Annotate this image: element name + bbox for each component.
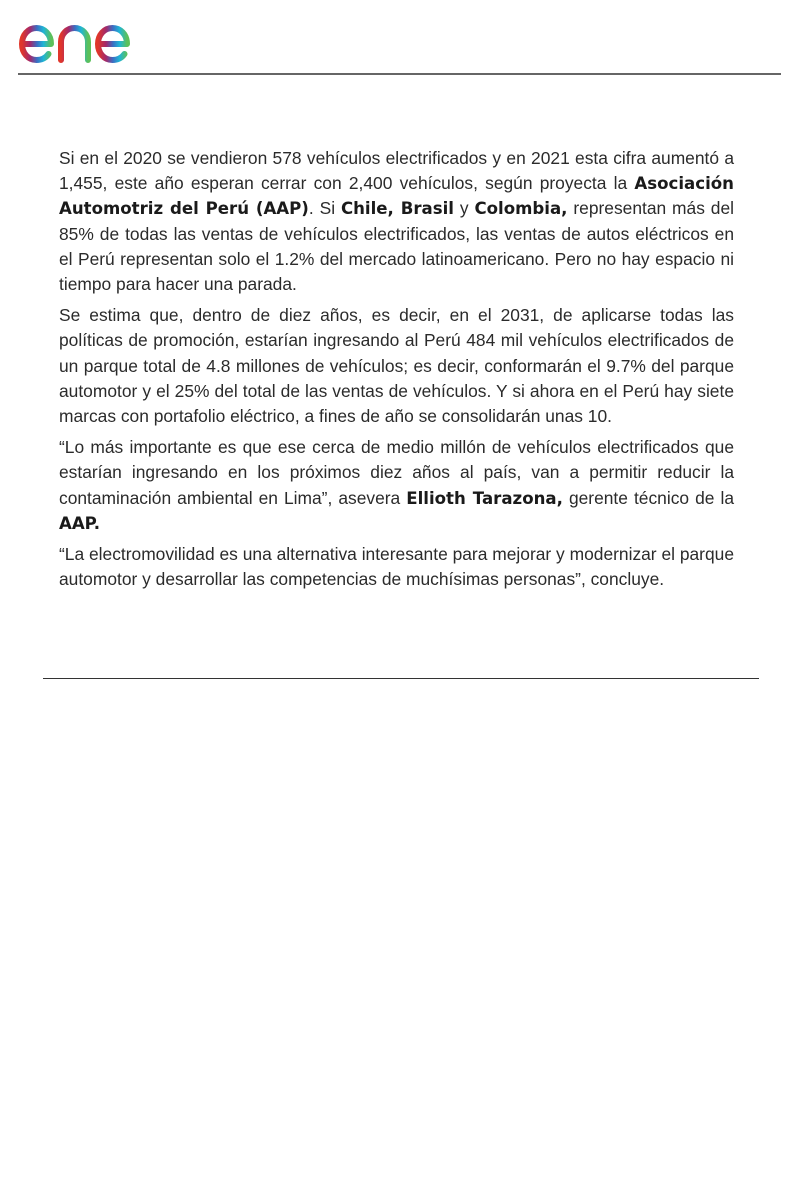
bold-country-names: Chile, Brasil [340, 199, 454, 219]
text-span: representan más del 85% de todas las ventas de vehículos electrificados, las ventas de autos eléctricos en el Perú representan solo el 1.2% del mercado latinoamericano. Pero no hay espacio ni tiempo para hacer una parada. [59, 198, 735, 295]
enel-logo [18, 8, 170, 66]
bold-person-name: Ellioth Tarazona, [406, 488, 563, 508]
text-span: gerente técnico de la [562, 487, 735, 508]
text-span: y [453, 198, 475, 219]
header-divider [18, 73, 781, 75]
text-span: “Lo más importante es que ese cerca de medio millón de vehículos electrificados que estarían ingresando en los próximos diez años al país, van a permitir reducir la contaminación ambiental en Lima”, asevera [59, 437, 734, 508]
text-span: Si en el 2020 se vendieron 578 vehículos electrificados y en 2021 esta cifra aumentó a 1,455, este año esperan cerrar con 2,400 vehículos, según proyecta la [59, 148, 734, 194]
paragraph-1 [59, 146, 734, 297]
text-span: . Si [308, 198, 341, 219]
footer-divider [43, 678, 759, 679]
paragraph-2: Se estima que, dentro de diez años, es decir, en el 2031, de aplicarse todas las políticas de promoción, estarían ingresando al Perú 484 mil vehículos electrificados de un parque total de 4.8 millones de vehículos; es decir, conformarán el 9.7% del parque automotor y el 25% del total de las ventas de vehículos. Y si ahora en el Perú hay siete marcas con portafolio eléctrico, a fines de año se consolidarán unas 10. [59, 305, 734, 427]
bold-country-name: Colombia, [474, 199, 568, 219]
bold-organization-acronym: AAP. [59, 513, 101, 533]
paragraph-3 [59, 435, 734, 536]
bold-organization-name: Asociación Automotriz del Perú (AAP) [59, 174, 734, 219]
paragraph-4: “La electromovilidad es una alternativa interesante para mejorar y modernizar el parque automotor y desarrollar las competencias de muchísimas personas”, concluye. [59, 544, 734, 590]
article-body [59, 146, 734, 598]
page-header [0, 0, 800, 76]
